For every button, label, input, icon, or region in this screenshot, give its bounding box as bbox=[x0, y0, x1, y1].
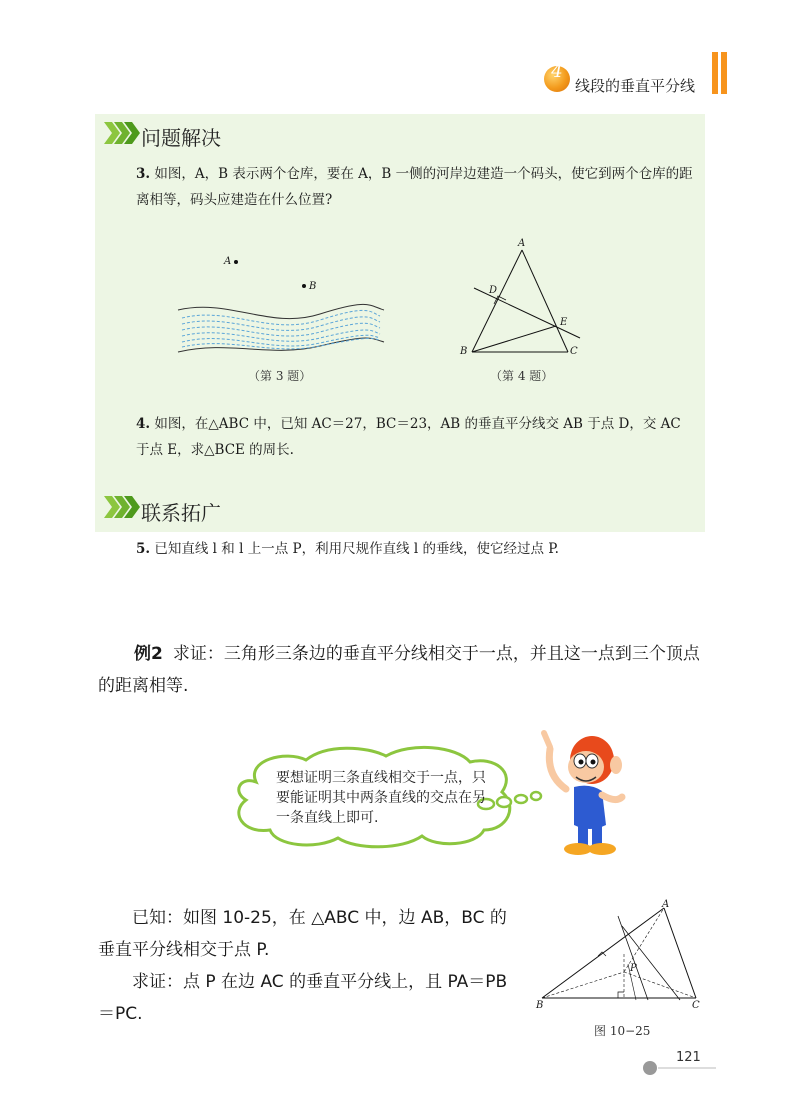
question-5 bbox=[136, 536, 696, 562]
question-3 bbox=[136, 161, 696, 213]
page-number: 121 bbox=[676, 1050, 701, 1065]
header-accent-bar bbox=[712, 52, 718, 94]
chevron-section-icon bbox=[104, 122, 140, 144]
cartoon-character-icon bbox=[530, 725, 630, 860]
question-4 bbox=[136, 411, 696, 463]
header-accent-bar bbox=[721, 52, 727, 94]
label-c: C bbox=[570, 346, 578, 357]
figure-river bbox=[170, 248, 390, 360]
question-number: 5. bbox=[136, 541, 151, 557]
label-e: E bbox=[560, 317, 568, 328]
example-text: 求证：三角形三条边的垂直平分线相交于一点，并且这一点到三个顶点的距离相等. bbox=[98, 644, 700, 696]
chevron-section-icon bbox=[104, 496, 140, 518]
figure-triangle-abc bbox=[462, 238, 592, 358]
label-a: A bbox=[662, 899, 670, 910]
label-c: C bbox=[692, 1000, 700, 1011]
section-title-problem-solving: 问题解决 bbox=[141, 126, 221, 150]
label-a: A bbox=[518, 238, 526, 249]
question-text: 如图，A，B 表示两个仓库，要在 A，B 一侧的河岸边建造一个码头，使它到两个仓库的距离相等，码头应建造在什么位置? bbox=[136, 166, 693, 208]
question-number: 3. bbox=[136, 166, 151, 182]
label-a: A bbox=[224, 256, 232, 267]
given-text: 已知：如图 10-25，在 △ABC 中，边 AB，BC 的垂直平分线相交于点 P. bbox=[98, 908, 507, 960]
section-title-extension: 联系拓广 bbox=[141, 501, 221, 525]
label-p: P bbox=[630, 963, 637, 974]
label-d: D bbox=[489, 285, 498, 296]
label-b: B bbox=[536, 1000, 544, 1011]
bubble-text: 要想证明三条直线相交于一点，只要能证明其中两条直线的交点在另一条直线上即可. bbox=[276, 770, 486, 826]
question-text: 已知直线 l 和 l 上一点 P，利用尺规作直线 l 的垂线，使它经过点 P. bbox=[154, 541, 559, 557]
question-number: 4. bbox=[136, 416, 151, 432]
figure-3-caption: （第 3 题） bbox=[248, 369, 312, 383]
example-2 bbox=[98, 638, 708, 702]
river-water bbox=[182, 310, 380, 348]
label-b: B bbox=[460, 346, 468, 357]
figure-4-caption: （第 4 题） bbox=[490, 369, 554, 383]
chapter-title: 线段的垂直平分线 bbox=[575, 77, 696, 95]
point-b bbox=[302, 284, 306, 288]
river-bank-top bbox=[178, 304, 384, 318]
figure-10-25-caption: 图 10−25 bbox=[594, 1024, 651, 1038]
question-text: 如图，在△ABC 中，已知 AC＝27，BC＝23，AB 的垂直平分线交 AB 于点 D，交 AC 于点 E，求△BCE 的周长. bbox=[136, 416, 681, 458]
label-b: B bbox=[309, 281, 317, 292]
figure-10-25 bbox=[530, 896, 710, 1016]
prove-text: 求证：点 P 在边 AC 的垂直平分线上，且 PA＝PB＝PC. bbox=[98, 972, 508, 1024]
chapter-number: 4 bbox=[551, 61, 563, 82]
example-label: 例2 bbox=[134, 644, 163, 664]
point-a bbox=[234, 260, 238, 264]
given-paragraph bbox=[98, 902, 516, 1030]
